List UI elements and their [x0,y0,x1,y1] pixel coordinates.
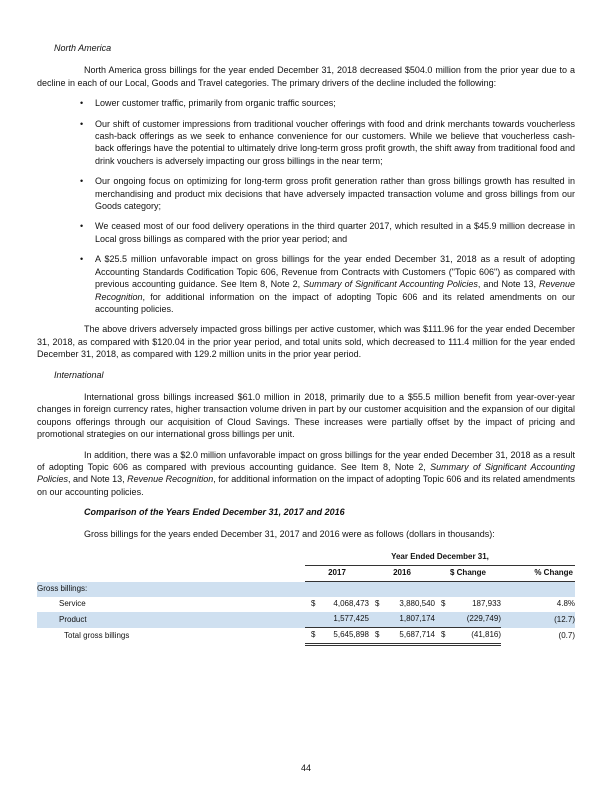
currency-symbol: $ [441,599,446,609]
cell-2016: 1,807,174 [381,612,435,628]
cell-percent-change: (0.7) [558,630,575,640]
currency-symbol: $ [369,628,381,645]
international-paragraph-1: International gross billings increased $61.0 million in 2018, primarily due to a $55.5 million benefit from year-over-year changes in foreign currency rates, higher transaction volume driven in part by our customer acquisition and the expansion of our digital coupons offerings through our acquisition of Cloud Savings. These increases were partially offset by the impact of pricing and promotional strategies on our international gross billings per unit. [37,391,575,440]
drivers-paragraph: The above drivers adversely impacted gross billings per active customer, which was $111.96 for the year ended December 31, 2018, as compared with $120.04 in the prior year period, and total units sold, which decreased to 111.4 million for the year ended December 31, 2018, as compared with 129.2 million units in the prior year period. [37,324,575,360]
column-header-2016: 2016 [369,566,435,582]
cell-percent-change: (12.7) [501,612,575,628]
cell-dollar-change: (229,749) [447,612,501,628]
table-row [37,628,575,645]
bullet-icon: • [80,98,84,109]
gross-billings-table [37,550,575,646]
table-column-header-row [37,566,575,582]
gross-billings-label: Gross billings: [37,582,575,598]
bullet-icon: • [80,254,84,265]
list-item: • A $25.5 million unfavorable impact on gross billings for the year ended December 31, 2018 as a result of adopting Accounting Standards Codification Topic 606, Revenue from Contracts with Customers ("Topic 606") as compared with previous accounting guidance. See Item 8, Note 2, Summary of Significant Accounting Policies, and Note 13, Revenue Recognition, for additional information on the impact of adopting Topic 606 and its related amendments on our accounting policies. [80,254,576,314]
cell-2016: 5,687,714 [381,628,435,645]
international-paragraph-2: In addition, there was a $2.0 million unfavorable impact on gross billings for the year ended December 31, 2018 as a result of adopting Topic 606 as compared with previous accounting guidance. See Item 8, Note 2, Summary of Significant Accounting Policies, and Note 13, Revenue Recognition, for additional information on the impact of adopting Topic 606 and its related amendments on our accounting policies. [37,449,576,497]
bullet-icon: • [80,221,84,232]
currency-symbol: $ [435,628,447,645]
table-row [37,582,575,598]
currency-symbol: $ [305,628,317,645]
table-row [37,597,575,612]
north-america-heading: North America [54,43,112,53]
table-span-header-row [37,550,575,566]
row-label: Product [37,612,305,628]
document-page [37,42,575,646]
north-america-intro: North America gross billings for the year ended December 31, 2018 decreased $504.0 million from the prior year due to a decline in each of our Local, Goods and Travel categories. The primary drivers of the decline included the following: [37,65,575,88]
comparison-intro: Gross billings for the years ended December 31, 2017 and 2016 were as follows (dollars in thousands): [84,528,495,539]
bullet-icon: • [80,118,84,129]
note-13-reference: Revenue Recognition [127,474,214,485]
note-2-reference: Summary of Significant Accounting Policies [303,279,478,290]
cell-2017: 5,645,898 [317,628,369,645]
currency-symbol: $ [311,599,316,609]
cell-2016: 3,880,540 [399,599,435,609]
list-item: • Our ongoing focus on optimizing for long-term gross profit generation rather than gross billings growth has resulted in merchandising and product mix decisions that have adversely impacted transaction volume and gross billings from our Goods category; [80,176,575,212]
cell-dollar-change: 187,933 [472,599,501,609]
international-heading: International [54,369,104,380]
cell-percent-change: 4.8% [556,599,575,609]
list-item: • Lower customer traffic, primarily from organic traffic sources; [80,98,336,109]
column-header-dollar-change: $ Change [435,566,501,582]
year-ended-header: Year Ended December 31, [305,550,575,566]
cell-2017: 4,068,473 [333,599,369,609]
column-header-2017: 2017 [305,566,369,582]
row-label: Total gross billings [64,630,130,640]
row-label: Service [59,599,86,609]
page-number: 44 [300,763,311,773]
table-row [37,612,575,628]
column-header-percent-change: % Change [501,566,575,582]
note-2-reference: Summary of Significant Accounting Policies [37,461,576,485]
cell-2017: 1,577,425 [317,612,369,628]
bullet-icon: • [80,176,84,187]
cell-dollar-change: (41,816) [447,628,501,645]
note-13-reference: Revenue Recognition [95,279,576,302]
list-item: • Our shift of customer impressions from traditional voucher offerings with food and drink merchants towards voucherless cash-back offerings as we seek to enhance convenience for our customers. While we believe that voucherless cash-back offerings have the potential to ultimately drive long-term gross profit growth, the shift away from traditional food and drink vouchers is adversely impacting our gross billings in the near term; [80,118,575,166]
decline-drivers-list [37,97,575,315]
list-item: • We ceased most of our food delivery operations in the third quarter 2017, which resulted in a $45.9 million decrease in Local gross billings as compared with the prior year period; and [80,221,575,244]
currency-symbol: $ [375,599,380,609]
comparison-heading: Comparison of the Years Ended December 31, 2017 and 2016 [84,507,345,518]
